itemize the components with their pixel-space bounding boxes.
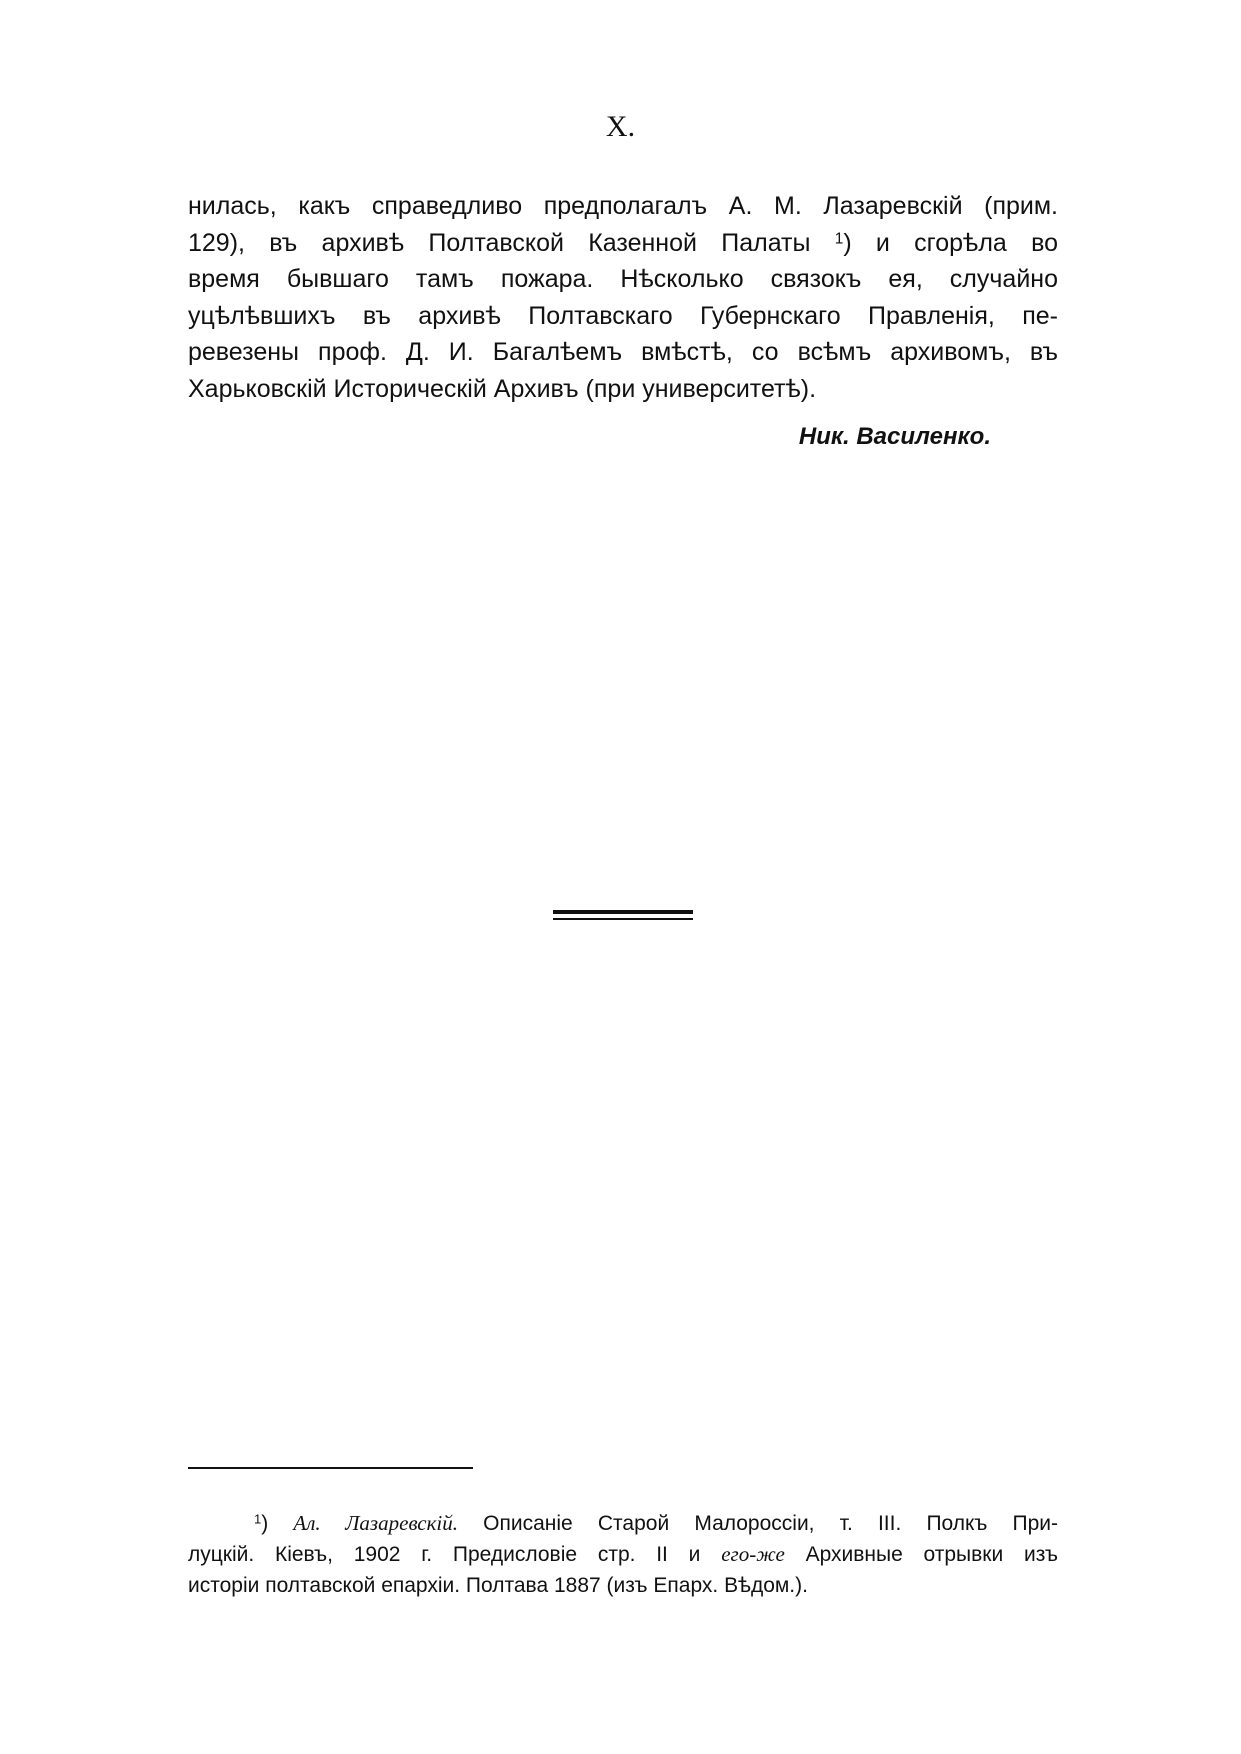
text-line: ревезены проф. Д. И. Багалѣемъ вмѣстѣ, со всѣмъ архивомъ, въ: [188, 338, 1058, 366]
footnote-emphasis: его-же: [721, 1542, 785, 1566]
footnote-marker-paren: ): [261, 1512, 269, 1535]
footnote-text: луцкій. Кіевъ, 1902 г. Предисловіе стр. II и: [188, 1543, 701, 1566]
author-signature: Ник. Василенко.: [798, 423, 991, 450]
main-paragraph: [188, 188, 1058, 407]
footnote: [188, 1508, 1058, 1601]
footnote-reference: 1: [834, 229, 844, 247]
text-fragment: ) и сгорѣла во: [843, 228, 1058, 257]
text-line: [188, 225, 1058, 262]
footnote-line: исторіи полтавской епархіи. Полтава 1887 (изъ Епарх. Вѣдом.).: [188, 1574, 808, 1597]
rule-thick: [553, 910, 693, 914]
text-line: время бывшаго тамъ пожара. Нѣсколько связокъ ея, случайно: [188, 265, 1058, 293]
footnote-line: [188, 1508, 1058, 1539]
text-line: Харьковскій Историческій Архивъ (при университетѣ).: [188, 374, 817, 403]
footnote-author: Ал. Лазаревскій.: [293, 1511, 459, 1535]
section-end-double-rule: [553, 910, 693, 924]
page-number: X.: [605, 110, 636, 143]
rule-thin: [553, 918, 693, 920]
text-fragment: 129), въ архивѣ Полтавской Казенной Палаты: [188, 228, 811, 257]
footnote-text: Архивные отрывки изъ: [805, 1543, 1059, 1566]
footnote-marker: 1: [254, 1511, 262, 1527]
text-line: уцѣлѣвшихъ въ архивѣ Полтавскаго Губернскаго Правленія, пе-: [188, 301, 1058, 330]
footnote-line: [188, 1539, 1058, 1570]
footnote-text: Описаніе Старой Малороссіи, т. III. Полкъ При-: [483, 1512, 1058, 1535]
text-line: нилась, какъ справедливо предполагалъ А. М. Лазаревскій (прим.: [188, 192, 1058, 220]
footnote-separator: [188, 1467, 473, 1469]
